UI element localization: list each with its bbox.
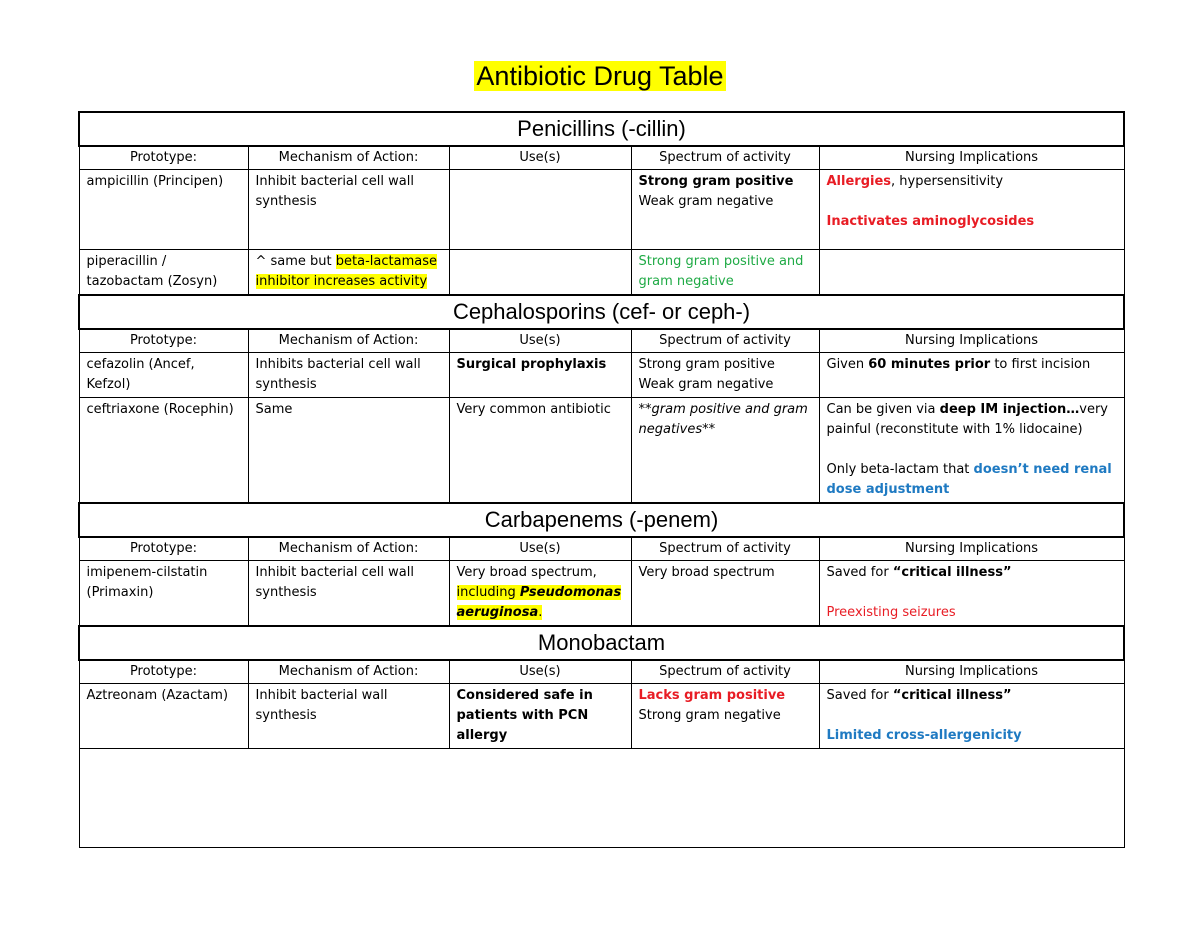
col-header-uses: Use(s) (449, 329, 631, 353)
nursing2-blue: doesn’t need renal dose adjustment (826, 462, 1112, 497)
use-cell: Surgical prophylaxis (449, 353, 631, 398)
nursing2-red: Preexisting seizures (826, 605, 956, 620)
spectrum-weak: Weak gram negative (638, 377, 774, 392)
nursing-post: to first incision (990, 357, 1091, 372)
nursing-cell (819, 353, 1124, 398)
prototype-cell: Aztreonam (Azactam) (79, 684, 248, 749)
nursing-cell (819, 398, 1124, 504)
nursing-bold: “critical illness” (892, 688, 1012, 703)
nursing-hypersensitivity: , hypersensitivity (891, 174, 1004, 189)
nursing-post: very painful (reconstitute with 1% lidocaine) (826, 402, 1108, 437)
mechanism-cell: Inhibit bacterial cell wall synthesis (248, 561, 449, 627)
col-header-prototype: Prototype: (79, 660, 248, 684)
use-cell (449, 250, 631, 296)
mechanism-cell: Inhibits bacterial cell wall synthesis (248, 353, 449, 398)
antibiotic-table (78, 111, 1125, 848)
empty-notes-area (79, 749, 1124, 848)
nursing-pre: Given (826, 357, 869, 372)
section-heading-cephalosporins: Cephalosporins (cef- or ceph-) (79, 295, 1124, 329)
col-header-uses: Use(s) (449, 146, 631, 170)
section-row-cephalosporins (79, 295, 1124, 329)
nursing-pre: Saved for (826, 565, 893, 580)
mechanism-cell: Inhibit bacterial wall synthesis (248, 684, 449, 749)
nursing-inactivates: Inactivates aminoglycosides (826, 214, 1035, 229)
spectrum-cell: **gram positive and gram negatives** (631, 398, 819, 504)
col-header-uses: Use(s) (449, 660, 631, 684)
table-row (79, 398, 1124, 504)
col-header-spectrum: Spectrum of activity (631, 329, 819, 353)
section-heading-carbapenems: Carbapenems (-penem) (79, 503, 1124, 537)
prototype-cell: imipenem-cilstatin (Primaxin) (79, 561, 248, 627)
section-row-penicillins (79, 112, 1124, 146)
column-header-row (79, 146, 1124, 170)
mechanism-cell: Same (248, 398, 449, 504)
col-header-spectrum: Spectrum of activity (631, 537, 819, 561)
spectrum-lacks: Lacks gram positive (638, 688, 786, 703)
spectrum-cell: Very broad spectrum (631, 561, 819, 627)
column-header-row (79, 329, 1124, 353)
col-header-mechanism: Mechanism of Action: (248, 329, 449, 353)
nursing-pre: Saved for (826, 688, 893, 703)
mechanism-cell: Inhibit bacterial cell wall synthesis (248, 170, 449, 250)
spectrum-strong-negative: Strong gram negative (638, 708, 781, 723)
nursing-cell (819, 250, 1124, 296)
spectrum-strong: Strong gram positive (638, 174, 794, 189)
prototype-cell: ampicillin (Principen) (79, 170, 248, 250)
col-header-prototype: Prototype: (79, 146, 248, 170)
col-header-mechanism: Mechanism of Action: (248, 537, 449, 561)
nursing2-pre: Only beta-lactam that (826, 462, 974, 477)
col-header-mechanism: Mechanism of Action: (248, 146, 449, 170)
table-row (79, 353, 1124, 398)
nursing-cell (819, 170, 1124, 250)
col-header-mechanism: Mechanism of Action: (248, 660, 449, 684)
nursing-cell (819, 561, 1124, 627)
nursing-bold: “critical illness” (892, 565, 1012, 580)
use-cell: Very common antibiotic (449, 398, 631, 504)
section-heading-monobactam: Monobactam (79, 626, 1124, 660)
nursing-allergies: Allergies (826, 174, 892, 189)
use-highlight-end: . (538, 605, 543, 620)
nursing-bold: deep IM injection… (939, 402, 1080, 417)
col-header-spectrum: Spectrum of activity (631, 660, 819, 684)
col-header-nursing: Nursing Implications (819, 329, 1124, 353)
spectrum-cell (631, 170, 819, 250)
empty-row (79, 749, 1124, 848)
col-header-nursing: Nursing Implications (819, 146, 1124, 170)
nursing-cell (819, 684, 1124, 749)
col-header-spectrum: Spectrum of activity (631, 146, 819, 170)
table-row (79, 170, 1124, 250)
spectrum-weak: Weak gram negative (638, 194, 774, 209)
col-header-prototype: Prototype: (79, 329, 248, 353)
col-header-uses: Use(s) (449, 537, 631, 561)
table-row (79, 250, 1124, 296)
use-cell (449, 170, 631, 250)
mechanism-plain: ^ same but (255, 254, 336, 269)
col-header-nursing: Nursing Implications (819, 660, 1124, 684)
page-title (0, 57, 1200, 95)
spectrum-strong: Strong gram positive (638, 357, 775, 372)
col-header-prototype: Prototype: (79, 537, 248, 561)
use-highlight: including (456, 585, 520, 600)
use-highlight-organism: Pseudomonas aeruginosa (456, 585, 622, 620)
col-header-nursing: Nursing Implications (819, 537, 1124, 561)
use-plain: Very broad spectrum, (456, 565, 597, 580)
column-header-row (79, 660, 1124, 684)
spectrum-cell (631, 353, 819, 398)
section-row-carbapenems (79, 503, 1124, 537)
mechanism-cell (248, 250, 449, 296)
table-row (79, 684, 1124, 749)
prototype-cell: ceftriaxone (Rocephin) (79, 398, 248, 504)
prototype-cell: cefazolin (Ancef, Kefzol) (79, 353, 248, 398)
section-heading-penicillins: Penicillins (-cillin) (79, 112, 1124, 146)
prototype-cell: piperacillin / tazobactam (Zosyn) (79, 250, 248, 296)
use-cell: Considered safe in patients with PCN allergy (449, 684, 631, 749)
section-row-monobactam (79, 626, 1124, 660)
spectrum-cell: Strong gram positive and gram negative (631, 250, 819, 296)
spectrum-cell (631, 684, 819, 749)
nursing-pre: Can be given via (826, 402, 940, 417)
use-cell (449, 561, 631, 627)
column-header-row (79, 537, 1124, 561)
table-row (79, 561, 1124, 627)
nursing-bold: 60 minutes prior (868, 357, 991, 372)
title-text: Antibiotic Drug Table (476, 61, 724, 91)
nursing2-blue: Limited cross-allergenicity (826, 728, 1022, 743)
mechanism-highlight: beta-lactamase inhibitor increases activity (255, 254, 437, 289)
